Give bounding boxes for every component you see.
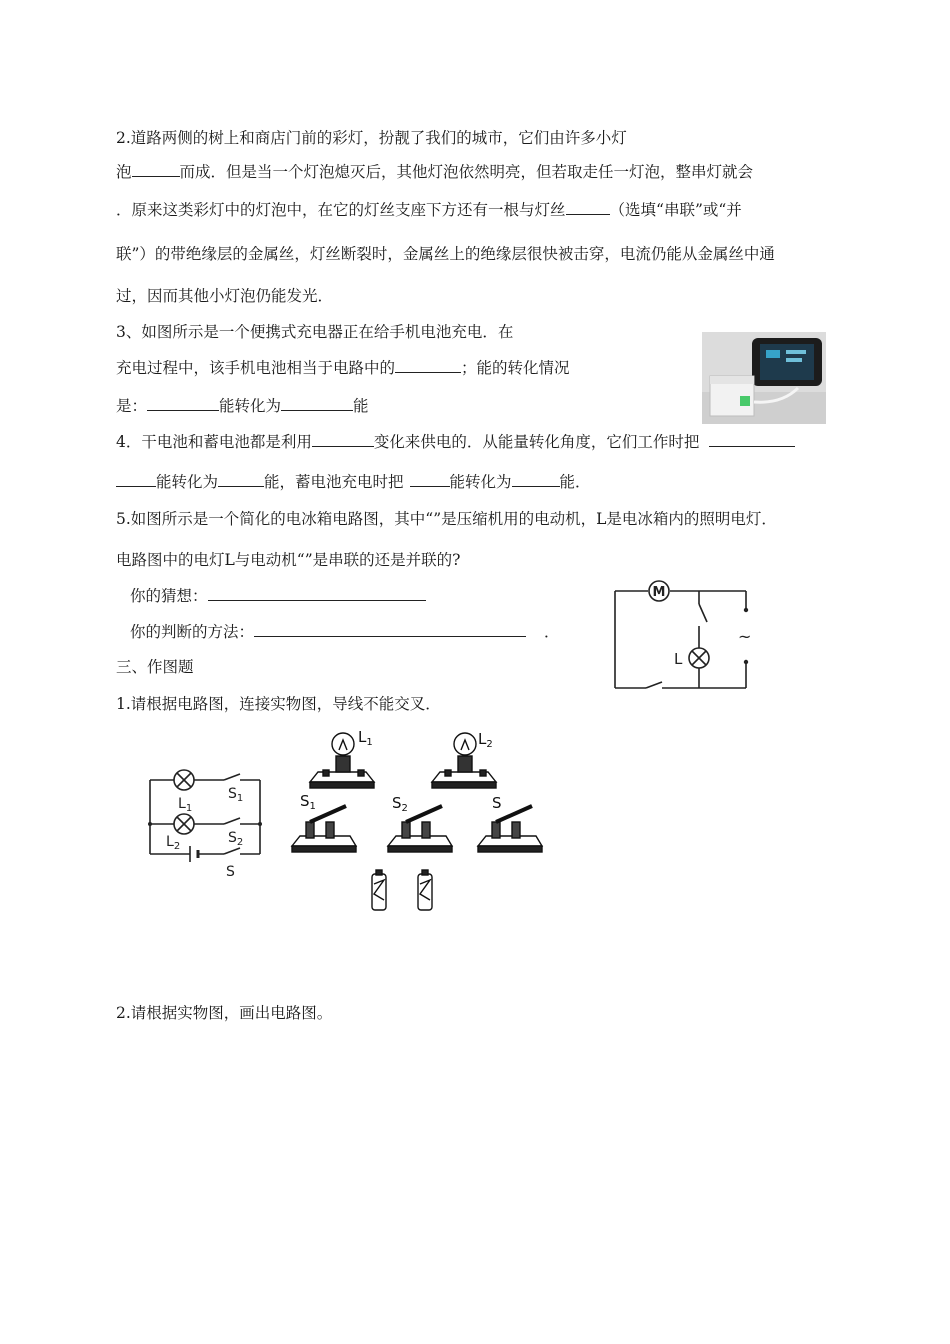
battery-icon[interactable] <box>418 870 432 910</box>
q5-line-1: 5.如图所示是一个简化的电冰箱电路图，其中“”是压缩机用的电动机，L是电冰箱内的照明电灯． <box>116 510 777 528</box>
s-label: S <box>226 864 235 880</box>
bulb-l2-label: L <box>478 730 487 748</box>
svg-text:L2 <box>478 730 493 750</box>
q3-text: ；能的转化情况 <box>461 359 570 377</box>
answer-blank[interactable] <box>312 432 374 447</box>
q3-text: 充电过程中，该手机电池相当于电路中的 <box>116 359 396 377</box>
switch-s-label: S <box>492 794 502 812</box>
parallel-circuit-diagram <box>146 764 268 882</box>
svg-text:S1 <box>300 792 316 812</box>
q2-line-4: 联”）的带绝缘层的金属丝，灯丝断裂时，金属丝上的绝缘层很快被击穿，电流仍能从金属丝中通 <box>116 245 775 263</box>
q4-text: 变化来供电的．从能量转化角度，它们工作时把 <box>373 433 700 451</box>
answer-blank[interactable] <box>147 396 219 411</box>
q3-text: 能转化为 <box>219 397 282 415</box>
svg-text:S2 <box>392 794 408 814</box>
q4-text: 4．干电池和蓄电池都是利用 <box>116 433 312 451</box>
answer-blank[interactable] <box>281 396 353 411</box>
switch-s2-icon[interactable] <box>388 806 452 852</box>
l2-label: L <box>166 834 174 850</box>
q4-line-1 <box>116 432 795 452</box>
answer-blank[interactable] <box>410 472 450 487</box>
q2-line-1: 2.道路两侧的树上和商店门前的彩灯，扮靓了我们的城市，它们由许多小灯 <box>116 129 627 147</box>
answer-blank[interactable] <box>709 432 795 447</box>
q4-text: 能转化为 <box>156 473 219 491</box>
guess-label: 你的猜想： <box>130 587 208 605</box>
answer-blank[interactable] <box>132 162 180 177</box>
section-title: 三、作图题 <box>116 658 194 676</box>
switch-s1-sub: 1 <box>309 801 316 812</box>
bulb-l2-sub: 2 <box>486 739 493 750</box>
answer-blank[interactable] <box>218 472 264 487</box>
s2-sub: 2 <box>236 837 244 848</box>
ac-symbol: ~ <box>738 627 752 646</box>
q4-text: 能转化为 <box>449 473 512 491</box>
guess-input[interactable] <box>208 586 426 601</box>
q3-text: 是： <box>116 397 148 415</box>
q4-line-2 <box>116 472 591 492</box>
method-input[interactable] <box>254 622 526 637</box>
q2-line-5: 过，因而其他小灯泡仍能发光． <box>116 287 334 305</box>
answer-blank[interactable] <box>116 472 156 487</box>
svg-text:L1 <box>178 796 192 814</box>
svg-text:S1 <box>228 786 243 804</box>
draw2-text: 2.请根据实物图，画出电路图。 <box>116 1004 333 1022</box>
bulb-l1-sub: 1 <box>366 737 373 748</box>
l2-sub: 2 <box>173 841 181 852</box>
switch-s1-label: S <box>300 792 310 810</box>
q5-line-2: 电路图中的电灯L与电动机“”是串联的还是并联的? <box>116 551 461 569</box>
q5-end: ． <box>544 623 560 641</box>
q2-text: ．原来这类彩灯中的灯泡中，在它的灯丝支座下方还有一根与灯丝 <box>116 201 566 219</box>
switch-s-icon[interactable] <box>478 806 542 852</box>
method-label: 你的判断的方法： <box>130 623 255 641</box>
q2-text: （选填“串联”或“并 <box>609 201 742 219</box>
answer-blank[interactable] <box>566 200 610 215</box>
q3-text: 能 <box>353 397 369 415</box>
q4-text: 能，蓄电池充电时把 <box>264 473 404 491</box>
fridge-circuit-diagram <box>610 578 760 696</box>
q2-text: 而成．但是当一个灯泡熄灭后，其他灯泡依然明亮，但若取走任一灯泡，整串灯就会 <box>179 163 754 181</box>
s1-label: S <box>228 786 237 802</box>
svg-text:L2 <box>166 834 180 852</box>
answer-blank[interactable] <box>512 472 560 487</box>
physical-components <box>290 722 550 918</box>
q2-text: 泡 <box>116 163 132 181</box>
switch-s1-icon[interactable] <box>292 806 356 852</box>
svg-text:L1 <box>358 728 373 748</box>
q5-guess-line <box>130 586 426 606</box>
q3-line-3 <box>116 396 369 416</box>
draw1-text: 1.请根据电路图，连接实物图，导线不能交叉． <box>116 695 441 713</box>
charger-photo <box>702 332 826 424</box>
battery-icon[interactable] <box>372 870 386 910</box>
l1-label: L <box>178 796 186 812</box>
q4-text: 能． <box>559 473 591 491</box>
l1-sub: 1 <box>185 803 193 814</box>
switch-s2-label: S <box>392 794 402 812</box>
svg-text:S2 <box>228 830 243 848</box>
q2-line-3 <box>116 200 742 220</box>
q3-line-2 <box>116 358 570 378</box>
s2-label: S <box>228 830 237 846</box>
q3-line-1: 3、如图所示是一个便携式充电器正在给手机电池充电．在 <box>116 323 514 341</box>
q5-method-line <box>130 622 560 642</box>
bulb-l1-label: L <box>358 728 367 746</box>
lamp-label: L <box>674 650 683 668</box>
answer-blank[interactable] <box>395 358 461 373</box>
motor-label: M <box>652 585 666 600</box>
q2-line-2 <box>116 162 753 182</box>
switch-s2-sub: 2 <box>401 803 408 814</box>
s1-sub: 1 <box>236 793 244 804</box>
